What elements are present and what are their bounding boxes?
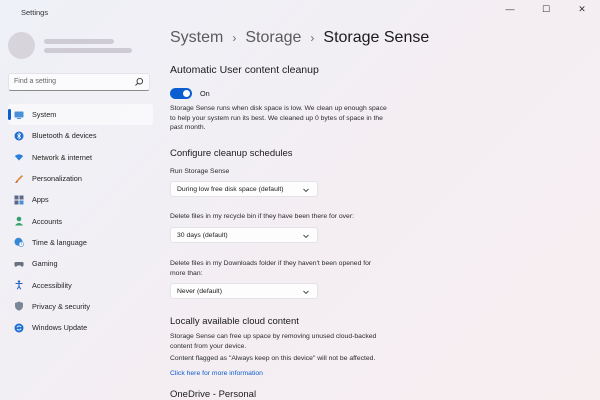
sidebar-item-bluetooth[interactable] xyxy=(8,125,153,146)
run-storage-sense-label: Run Storage Sense xyxy=(170,168,230,175)
sidebar-item-label: Accounts xyxy=(32,216,63,226)
sidebar-item-accessibility[interactable] xyxy=(8,274,153,295)
dropdown-value: During low free disk space (default) xyxy=(177,185,284,193)
user-email-redacted xyxy=(44,48,132,53)
cloud-description xyxy=(170,332,376,351)
cloud-note: Content flagged as "Always keep on this device" will not be affected. xyxy=(170,355,376,362)
apps-icon xyxy=(14,195,24,205)
toggle-knob xyxy=(183,90,190,97)
avatar xyxy=(8,32,35,59)
description-line: content from your device. xyxy=(170,342,247,350)
sidebar-item-privacy-security[interactable] xyxy=(8,296,153,317)
sidebar-item-label: Bluetooth & devices xyxy=(32,131,97,141)
bluetooth-icon xyxy=(14,131,24,141)
section-heading-schedules: Configure cleanup schedules xyxy=(170,148,293,159)
recycle-bin-label: Delete files in my recycle bin if they have been there for over: xyxy=(170,213,354,220)
sidebar-item-label: Network & internet xyxy=(32,152,93,162)
breadcrumb-separator: › xyxy=(232,31,237,45)
sidebar-item-label: Time & language xyxy=(32,237,87,247)
section-heading-cloud: Locally available cloud content xyxy=(170,316,299,327)
globe-clock-icon xyxy=(14,237,24,247)
sidebar-item-windows-update[interactable] xyxy=(8,317,153,338)
dropdown-value: 30 days (default) xyxy=(177,231,228,239)
search-input[interactable] xyxy=(8,73,150,91)
chevron-down-icon xyxy=(302,288,310,296)
page-title: Storage Sense xyxy=(323,29,430,46)
user-profile[interactable] xyxy=(8,30,158,62)
section-heading-auto-cleanup: Automatic User content cleanup xyxy=(170,64,319,76)
sidebar-item-accounts[interactable] xyxy=(8,210,153,231)
sidebar-item-label: Accessibility xyxy=(32,280,72,290)
breadcrumb-separator: › xyxy=(310,31,315,45)
sidebar-item-personalization[interactable] xyxy=(8,168,153,189)
brush-icon xyxy=(14,174,24,184)
sidebar-item-time-language[interactable] xyxy=(8,232,153,253)
sidebar-nav xyxy=(8,104,153,338)
close-button[interactable]: ✕ xyxy=(578,3,586,14)
downloads-dropdown[interactable] xyxy=(170,283,318,299)
update-icon xyxy=(14,323,24,333)
search-icon xyxy=(134,77,144,87)
chevron-down-icon xyxy=(302,232,310,240)
minimize-button[interactable]: — xyxy=(505,4,515,14)
user-name-redacted xyxy=(44,39,114,44)
sidebar-item-system[interactable] xyxy=(8,104,153,125)
downloads-label-line: more than: xyxy=(170,269,203,277)
app-title: Settings xyxy=(21,8,49,17)
window-controls xyxy=(492,0,600,18)
wifi-icon xyxy=(14,152,24,162)
sidebar-item-apps[interactable] xyxy=(8,189,153,210)
description-line: to help your system run its best. We cleaned up 0 bytes of space in the xyxy=(170,114,383,122)
maximize-button[interactable]: ☐ xyxy=(541,3,551,14)
person-icon xyxy=(14,216,24,226)
gamepad-icon xyxy=(14,259,24,269)
section-heading-onedrive: OneDrive - Personal xyxy=(170,389,257,400)
dropdown-value: Never (default) xyxy=(177,287,222,295)
chevron-down-icon xyxy=(302,186,310,194)
breadcrumb-system[interactable]: System xyxy=(170,29,224,46)
sidebar-item-label: Privacy & security xyxy=(32,301,90,311)
more-info-link[interactable]: Click here for more information xyxy=(170,370,263,377)
sidebar-item-label: Gaming xyxy=(32,259,58,269)
sidebar-item-gaming[interactable] xyxy=(8,253,153,274)
title-bar xyxy=(0,0,600,26)
downloads-label-line: Delete files in my Downloads folder if they haven't been opened for xyxy=(170,260,372,267)
toggle-state-label: On xyxy=(200,89,210,98)
auto-cleanup-description xyxy=(170,104,387,133)
sidebar-item-label: Windows Update xyxy=(32,323,88,333)
recycle-bin-dropdown[interactable] xyxy=(170,227,318,243)
breadcrumb-storage[interactable]: Storage xyxy=(245,29,302,46)
description-line: Storage Sense runs when disk space is low. We clean up enough space xyxy=(170,105,387,112)
sidebar-item-label: Personalization xyxy=(32,174,82,184)
description-line: Storage Sense can free up space by removing unused cloud-backed xyxy=(170,333,377,340)
sidebar-item-label: System xyxy=(32,110,57,120)
sidebar-item-network[interactable] xyxy=(8,147,153,168)
search-placeholder: Find a setting xyxy=(14,78,57,85)
breadcrumb xyxy=(170,29,429,47)
accessibility-icon xyxy=(14,280,24,290)
monitor-icon xyxy=(14,110,24,120)
storage-sense-toggle[interactable] xyxy=(170,88,192,99)
shield-icon xyxy=(14,301,24,311)
run-storage-sense-dropdown[interactable] xyxy=(170,181,318,197)
description-line: past month. xyxy=(170,124,206,132)
downloads-label xyxy=(170,259,371,278)
sidebar-item-label: Apps xyxy=(32,195,49,205)
